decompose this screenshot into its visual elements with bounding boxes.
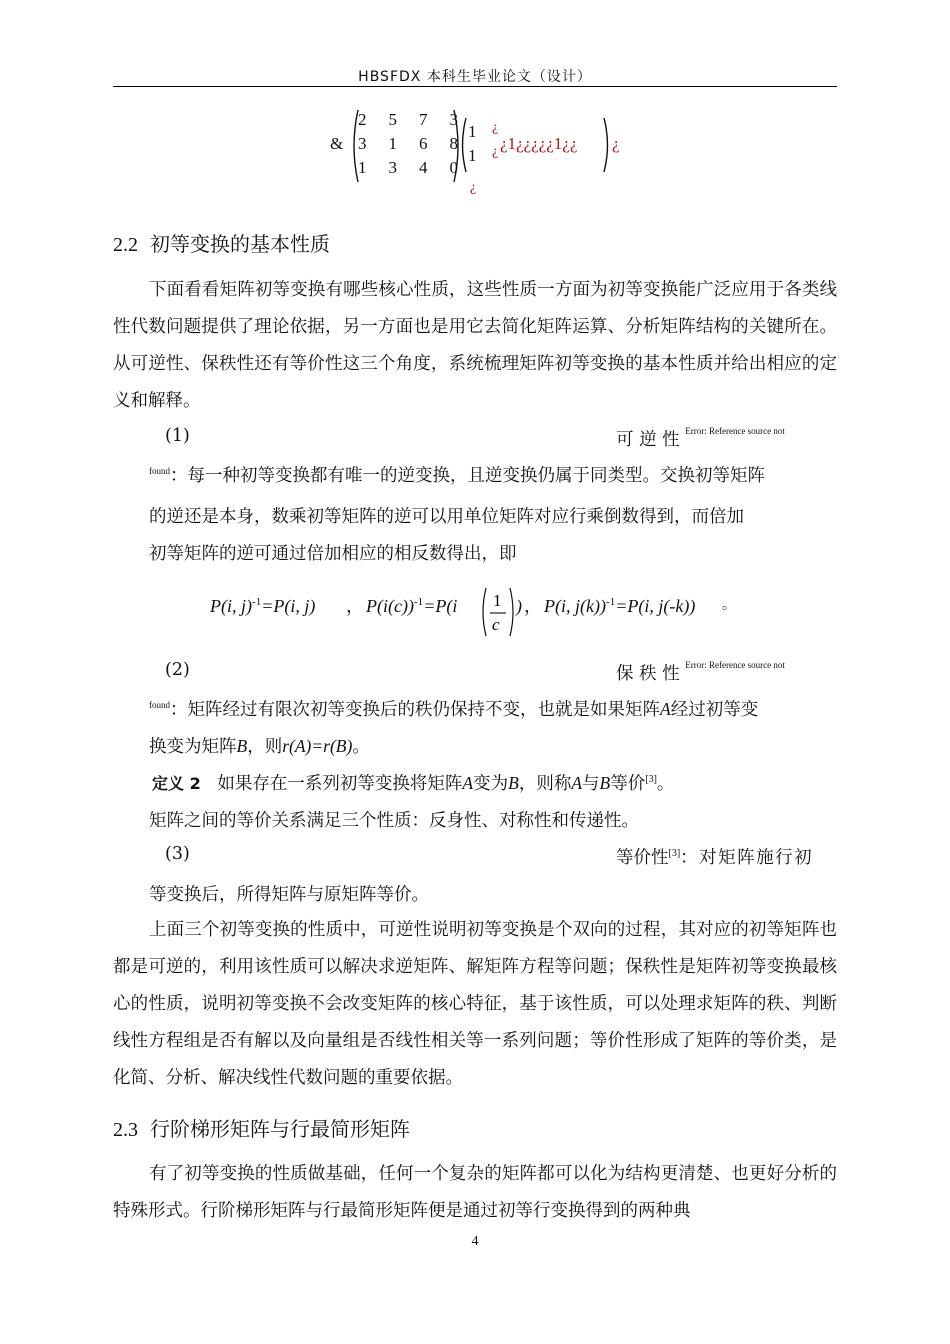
matrix-cell: 8 — [449, 134, 458, 153]
definition-text: ，则称 — [518, 774, 572, 794]
glitch-char: ¿ — [470, 180, 477, 195]
definition-2 — [152, 770, 674, 795]
rank-equation: r(A)=r(B) — [282, 736, 353, 756]
matrix-block — [330, 108, 630, 200]
matrix2-right-paren — [602, 116, 612, 174]
citation-ref: [3] — [668, 848, 681, 860]
definition-text: 与 — [582, 774, 600, 794]
definition-text: 变为 — [473, 774, 509, 794]
prop2-text: 换变为矩阵 — [149, 737, 237, 757]
matrix2-cell: 1 — [468, 146, 477, 165]
formula-end: 。 — [722, 598, 736, 613]
matrix2-cell: 1 — [468, 122, 477, 141]
matrix-cell: 4 — [419, 158, 428, 177]
summary-paragraph-text: 上面三个初等变换的性质中，可逆性说明初等变换是个双向的过程，其对应的初等矩阵也都是可逆的，利用该性质可以解决求逆矩阵、解矩阵方程等问题；保秩性是矩阵初等变换最核心的性质，说明初等变换不会改变矩阵的核心特征，基于该性质，可以处理求矩阵的秩、判断线性方程组是否有解以及向量组是否线性相关等一系列问题；等价性形成了矩阵的等价类，是化简、分析、解决线性代数问题的重要依据。 — [113, 920, 837, 1088]
formula-sep: ， — [524, 596, 542, 617]
prop2-text: 。 — [352, 737, 370, 757]
prop2-name: 保 秩 性 — [616, 664, 680, 684]
formula-sep: ， — [346, 596, 364, 617]
matrix-grid — [358, 110, 458, 182]
final-paragraph — [113, 1156, 837, 1230]
section-title: 行阶梯形矩阵与行最简形矩阵 — [150, 1117, 410, 1141]
svg-text:c: c — [492, 615, 500, 634]
intro-paragraph — [113, 272, 837, 420]
prop3-text: ：对矩阵施行初 — [680, 848, 814, 868]
prop1-line1 — [149, 462, 765, 487]
definition-label: 定义 2 — [152, 774, 201, 793]
glitch-char: ¿ — [492, 144, 499, 159]
prop2-error-ref: Error: Reference source not — [685, 660, 785, 671]
page-number: 4 — [471, 1234, 479, 1249]
section-title: 初等变换的基本性质 — [150, 232, 330, 256]
svg-text:1: 1 — [493, 591, 502, 610]
glitch-char: ¿ — [612, 134, 620, 153]
prop2-number: (2) — [165, 660, 190, 680]
matrix-cell: 5 — [388, 110, 397, 129]
summary-paragraph — [113, 912, 837, 1097]
definition-text: 如果存在一系列初等变换将矩阵 — [217, 774, 463, 794]
var-b: B — [599, 773, 611, 793]
matrix-cell: 1 — [358, 158, 367, 177]
var-a: A — [571, 773, 583, 793]
section-heading-2-3 — [113, 1113, 410, 1142]
var-b: B — [236, 736, 248, 756]
header-rule — [113, 86, 837, 87]
prop2-text: ，则 — [247, 737, 283, 757]
matrix-cell: 3 — [388, 158, 397, 177]
final-paragraph-text: 有了初等变换的性质做基础，任何一个复杂的矩阵都可以化为结构更清楚、也更好分析的特殊形式。行阶梯形矩阵与行最简形矩阵便是通过初等行变换得到的两种典 — [113, 1164, 837, 1221]
matrix-cell: 7 — [419, 110, 428, 129]
definition-text: 。 — [656, 774, 675, 794]
matrix-cell: 0 — [449, 158, 458, 177]
glitch-char: ¿ — [492, 120, 499, 135]
page-header: HBSFDX 本科生毕业论文（设计） — [358, 69, 592, 85]
formula-paren — [480, 586, 520, 638]
glitch-row: ¿1¿¿¿¿¿1¿¿ — [500, 134, 578, 153]
prop2-line1 — [149, 696, 758, 721]
var-a: A — [462, 773, 474, 793]
section-heading-2-2 — [113, 228, 330, 257]
var-a: A — [660, 699, 671, 719]
prop2-heading — [616, 660, 785, 685]
prop1-text: ：每一种初等变换都有唯一的逆变换，且逆变换仍属于同类型。交换初等矩阵 — [170, 466, 765, 486]
prop3-line2: 等变换后，所得矩阵与原矩阵等价。 — [149, 885, 429, 905]
prop1-number: (1) — [165, 426, 190, 446]
prop3-heading — [616, 844, 813, 869]
var-b: B — [508, 773, 519, 793]
prop2-text: 经过初等变 — [670, 700, 759, 720]
matrix-cell: 6 — [419, 134, 428, 153]
definition-text: 等价 — [610, 774, 646, 794]
matrix2-left-paren — [458, 116, 468, 174]
intro-paragraph-text: 下面看看矩阵初等变换有哪些核心性质，这些性质一方面为初等变换能广泛应用于各类线性代数问题提供了理论依据，另一方面也是用它去简化矩阵运算、分析矩阵结构的关键所在。从可逆性、保秩性还有等价性这三个角度，系统梳理矩阵初等变换的基本性质并给出相应的定义和解释。 — [113, 280, 837, 411]
prop1-line3: 初等矩阵的逆可通过倍加相应的相反数得出，即 — [149, 544, 517, 564]
matrix-prefix: & — [330, 134, 344, 153]
citation-ref: [3] — [645, 774, 657, 786]
prop3-name: 等价性 — [616, 848, 669, 868]
prop1-name: 可 逆 性 — [616, 430, 680, 450]
matrix-cell: 3 — [449, 110, 458, 129]
prop1-error-ref: Error: Reference source not — [685, 426, 785, 437]
equivalence-properties-line: 矩阵之间的等价关系满足三个性质：反身性、对称性和传递性。 — [149, 811, 639, 831]
prop2-error-ref-cont: found — [149, 700, 170, 711]
inverse-formula: P(i, j)$^{-1}$=P(i, j) ， $P(i(c))^{-1}=P(i$ 1 c ) ， P(i, j(k))$^{-1}$=P(i, j(-k)) 。 — [210, 586, 770, 646]
matrix-cell: 3 — [358, 134, 367, 153]
prop1-line2: 的逆还是本身，数乘初等矩阵的逆可以用单位矩阵对应行乘倒数得到，而倍加 — [149, 507, 744, 527]
prop3-number: (3) — [165, 844, 190, 864]
section-number: 2.3 — [113, 1119, 138, 1141]
prop1-error-ref-cont: found — [149, 466, 170, 477]
matrix-cell: 1 — [388, 134, 397, 153]
prop1-heading — [616, 426, 785, 451]
section-number: 2.2 — [113, 234, 138, 256]
matrix-cell: 2 — [358, 110, 367, 129]
prop2-line2 — [149, 733, 370, 758]
prop2-text: ：矩阵经过有限次初等变换后的秩仍保持不变，也就是如果矩阵 — [170, 700, 660, 720]
